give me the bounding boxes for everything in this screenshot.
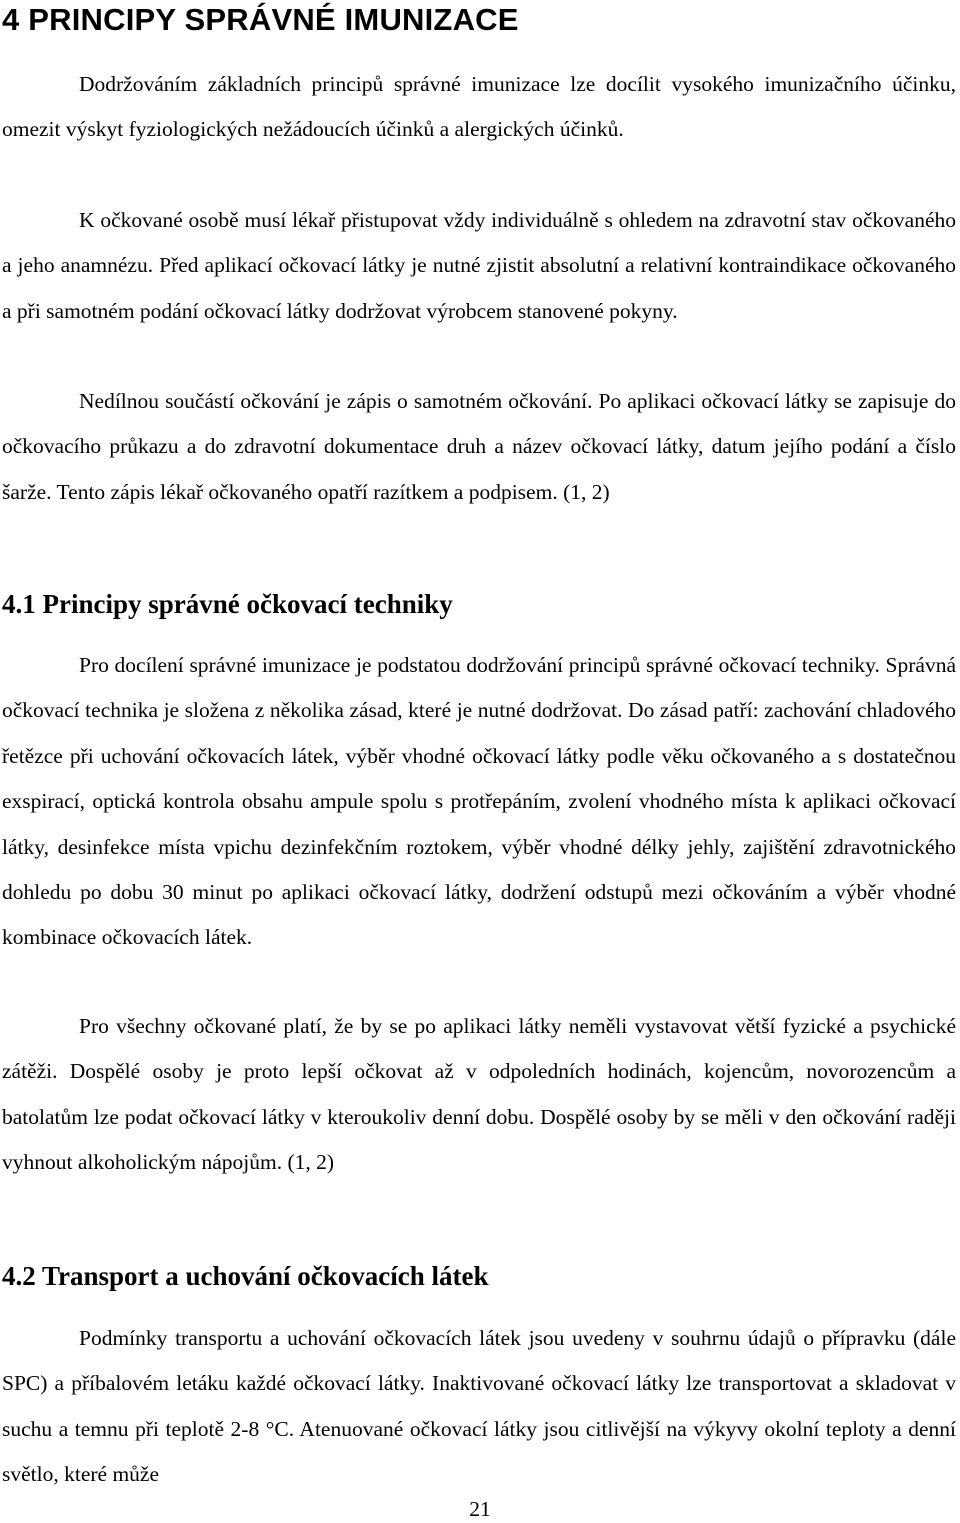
chapter-heading: 4 PRINCIPY SPRÁVNÉ IMUNIZACE [2, 2, 519, 37]
section-4-1-paragraph-1: Pro docílení správné imunizace je podstatou dodržování principů správné očkovací techniky. Správná očkovací technika je složena z několika zásad, které je nutné dodržovat. Do zásad patří: zachování chladového řetězce při uchování očkovacích látek, výběr vhodné očkovací látky podle věku očkovaného a s dostatečnou exspirací, optická kontrola obsahu ampule spolu s protřepáním, zvolení vhodného místa k aplikaci očkovací látky, desinfekce místa vpichu dezinfekčním roztokem, výběr vhodné délky jehly, zajištění zdravotnického dohledu po dobu 30 minut po aplikaci očkovací látky, dodržení odstupů mezi očkováním a výběr vhodné kombinace očkovacích látek. [2, 653, 956, 950]
intro-paragraph-2: K očkované osobě musí lékař přistupovat vždy individuálně s ohledem na zdravotní stav očkovaného a jeho anamnézu. Před aplikací očkovací látky je nutné zjistit absolutní a relativní kontraindikace očkovaného a při samotném podání očkovací látky dodržovat výrobcem stanovené pokyny. [2, 208, 956, 323]
intro-paragraph-1: Dodržováním základních principů správné imunizace lze docílit vysokého imunizačního účinku, omezit výskyt fyziologických nežádoucích účinků a alergických účinků. [2, 72, 956, 142]
intro-paragraph-3: Nedílnou součástí očkování je zápis o samotném očkování. Po aplikaci očkovací látky se zapisuje do očkovacího průkazu a do zdravotní dokumentace druh a název očkovací látky, datum jejího podání a číslo šarže. Tento zápis lékař očkovaného opatří razítkem a podpisem. (1, 2) [2, 389, 956, 504]
section-heading-4-1: 4.1 Principy správné očkovací techniky [2, 589, 453, 619]
section-4-1-paragraph-2: Pro všechny očkované platí, že by se po aplikaci látky neměli vystavovat větší fyzické a psychické zátěži. Dospělé osoby je proto lepší očkovat až v odpoledních hodinách, kojencům, novorozencům a batolatům lze podat očkovací látky v kteroukoliv denní dobu. Dospělé osoby by se měli v den očkování raději vyhnout alkoholickým nápojům. (1, 2) [2, 1014, 956, 1175]
section-4-2-paragraph-1: Podmínky transportu a uchování očkovacích látek jsou uvedeny v souhrnu údajů o přípravku (dále SPC) a příbalovém letáku každé očkovací látky. Inaktivované očkovací látky lze transportovat a skladovat v suchu a temnu při teplotě 2-8 °C. Atenuované očkovací látky jsou citlivější na výkyvy okolní teploty a denní světlo, které může [2, 1326, 956, 1487]
section-heading-4-2: 4.2 Transport a uchování očkovacích látek [2, 1261, 489, 1291]
page-number: 21 [469, 1497, 491, 1521]
